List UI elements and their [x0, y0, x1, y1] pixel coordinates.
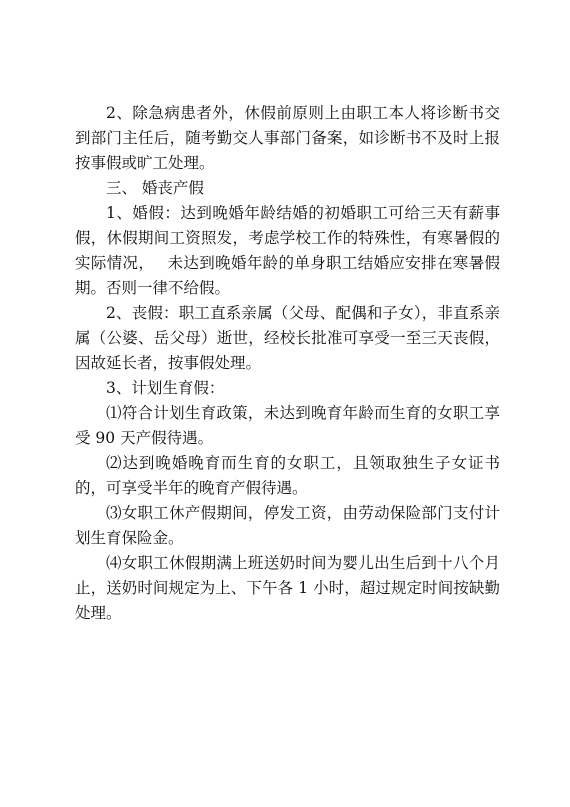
- paragraph-maternity-policy: ⑴符合计划生育政策，未达到晚育年龄而生育的女职工享受 90 天产假待遇。: [75, 404, 500, 447]
- paragraph-nursing-time: ⑷女职工休假期满上班送奶时间为婴儿出生后到十八个月止，送奶时间规定为上、下午各 1 小时，超过规定时间按缺勤处理。: [75, 554, 500, 622]
- section-heading-marriage-funeral-maternity: 三、 婚丧产假: [106, 179, 204, 197]
- paragraph-maternity-pay: ⑶女职工休产假期间，停发工资，由劳动保险部门支付计划生育保险金。: [75, 504, 500, 547]
- paragraph-sick-leave-rule: 2、除急病患者外，休假前原则上由职工本人将诊断书交到部门主任后，随考勤交人事部门备案，如诊断书不及时上报按事假或旷工处理。: [75, 104, 500, 172]
- subheading-family-planning-leave: 3、计划生育假：: [106, 379, 225, 397]
- paragraph-marriage-leave: 1、婚假：达到晚婚年龄结婚的初婚职工可给三天有薪事假，休假期间工资照发，考虑学校工作的特殊性，有寒暑假的实际情况， 未达到晚婚年龄的单身职工结婚应安排在寒暑假期。否则一律不给假。: [75, 204, 500, 297]
- paragraph-late-childbirth: ⑵达到晚婚晚育而生育的女职工，且领取独生子女证书的，可享受半年的晚育产假待遇。: [75, 454, 500, 497]
- document-body: [75, 101, 500, 626]
- paragraph-funeral-leave: 2、丧假：职工直系亲属（父母、配偶和子女），非直系亲属（公婆、岳父母）逝世，经校长批准可享受一至三天丧假，因故延长者，按事假处理。: [75, 304, 500, 372]
